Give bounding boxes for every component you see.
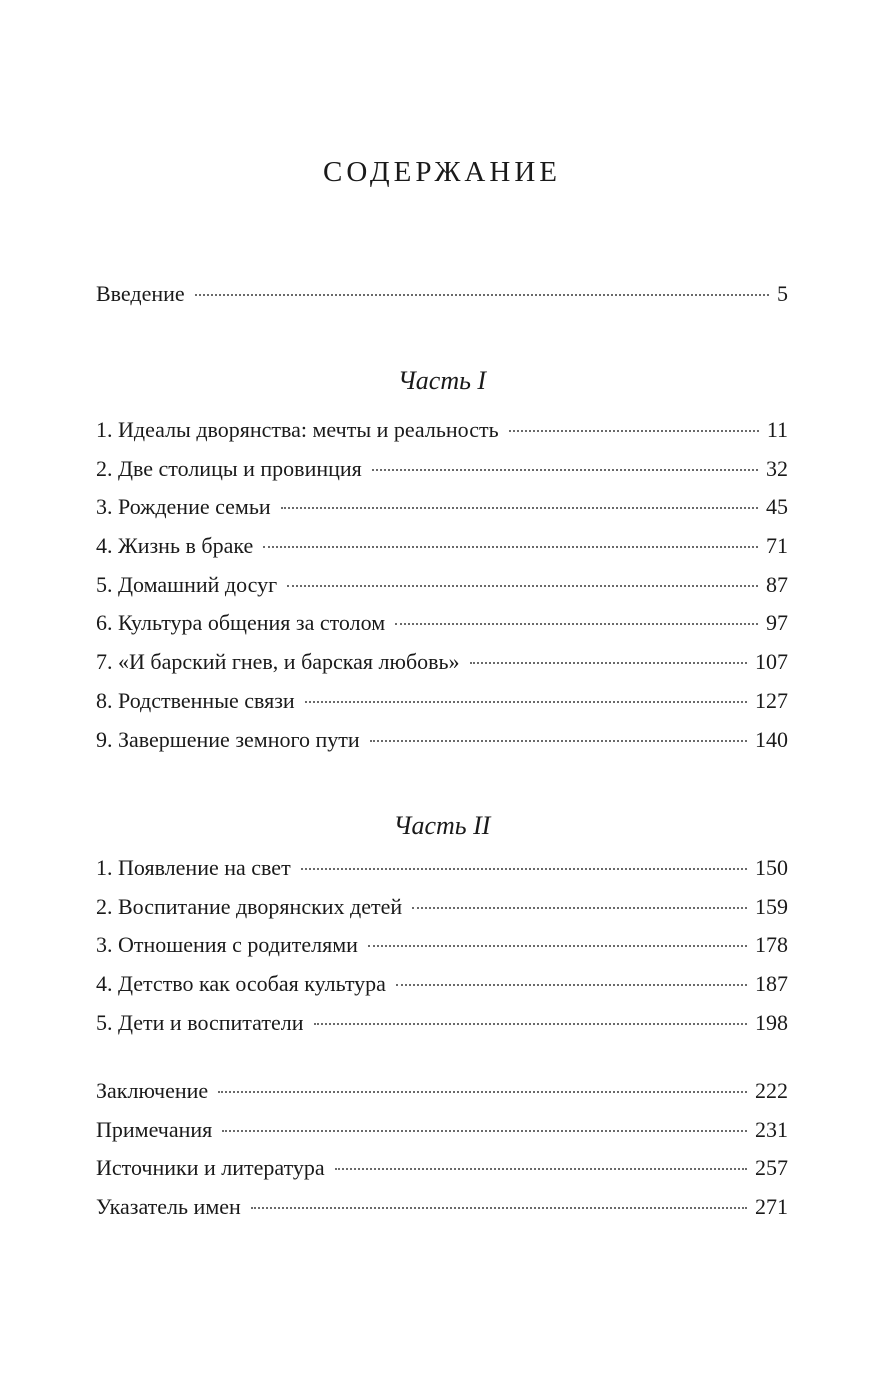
part-1-heading: Часть I <box>397 366 487 395</box>
toc-entry-page: 257 <box>755 1155 788 1181</box>
dot-leader <box>372 469 758 471</box>
toc-entry[interactable] <box>96 965 788 1004</box>
toc-entry-page: 71 <box>766 533 788 559</box>
toc-entry[interactable] <box>96 682 788 721</box>
toc-entry[interactable] <box>96 849 788 888</box>
toc-entry-title: Введение <box>96 281 185 306</box>
toc-entry-page: 231 <box>755 1116 788 1142</box>
dot-leader <box>395 623 758 625</box>
toc-entry-title: Заключение <box>96 1078 209 1103</box>
toc-entry-page: 107 <box>755 649 788 675</box>
toc-entry[interactable] <box>96 888 788 927</box>
part-2-list <box>96 849 788 1042</box>
toc-entry-title: 2. Воспитание дворянских детей <box>96 893 403 919</box>
toc-entry-intro[interactable] <box>96 275 788 314</box>
dot-leader <box>218 1091 747 1093</box>
toc-entry[interactable] <box>96 566 788 605</box>
toc-entry[interactable] <box>96 1149 788 1188</box>
toc-entry[interactable] <box>96 1111 788 1150</box>
dot-leader <box>301 868 747 870</box>
dot-leader <box>335 1168 747 1170</box>
toc-entry[interactable] <box>96 450 788 489</box>
dot-leader <box>281 507 758 509</box>
dot-leader <box>396 984 747 986</box>
toc-entry-page: 222 <box>755 1078 788 1103</box>
toc-entry-page: 32 <box>766 455 788 481</box>
toc-entry-page: 97 <box>766 610 788 636</box>
dot-leader <box>368 945 747 947</box>
toc-entry-page: 198 <box>755 1009 788 1035</box>
toc-entry[interactable] <box>96 488 788 527</box>
toc-entry-page: 150 <box>755 855 788 880</box>
toc-entry-title: Указатель имен <box>96 1194 241 1220</box>
toc-entry-page: 45 <box>766 494 788 520</box>
toc-entry-title: 5. Дети и воспитатели <box>96 1009 304 1035</box>
toc-entry-page: 5 <box>777 281 788 306</box>
dot-leader <box>222 1130 747 1132</box>
toc-entry[interactable] <box>96 721 788 760</box>
toc-entry-title: Примечания <box>96 1116 213 1142</box>
toc-entry[interactable] <box>96 643 788 682</box>
toc-entry-page: 271 <box>755 1194 788 1220</box>
toc-entry[interactable] <box>96 1004 788 1043</box>
toc-entry-title: 1. Появление на свет <box>96 855 291 880</box>
toc-entry[interactable] <box>96 1188 788 1227</box>
toc-entry-title: Источники и литература <box>96 1155 325 1181</box>
toc-entry-title: 3. Отношения с родителями <box>96 932 358 958</box>
part-1-list <box>96 411 788 759</box>
toc-entry[interactable] <box>96 411 788 450</box>
toc-entry-page: 127 <box>755 687 788 713</box>
dot-leader <box>470 662 747 664</box>
dot-leader <box>305 701 747 703</box>
dot-leader <box>251 1207 747 1209</box>
toc-entry[interactable] <box>96 527 788 566</box>
part-2-heading: Часть II <box>393 811 491 840</box>
toc-entry-title: 4. Жизнь в браке <box>96 533 254 559</box>
toc-entry-title: 4. Детство как особая культура <box>96 971 386 997</box>
dot-leader <box>287 585 758 587</box>
dot-leader <box>370 740 747 742</box>
toc-entry[interactable] <box>96 604 788 643</box>
page-title: СОДЕРЖАНИЕ <box>323 156 561 188</box>
toc-entry-title: 7. «И барский гнев, и барская любовь» <box>96 649 460 675</box>
dot-leader <box>195 294 769 296</box>
toc-entry-title: 3. Рождение семьи <box>96 494 271 520</box>
toc-entry-page: 11 <box>766 417 788 442</box>
toc-entry-page: 178 <box>755 932 788 958</box>
intro-list <box>96 275 788 314</box>
dot-leader <box>509 430 759 432</box>
toc-entry[interactable] <box>96 1072 788 1111</box>
toc-entry-page: 159 <box>755 893 788 919</box>
dot-leader <box>412 907 747 909</box>
toc-entry-page: 140 <box>755 726 788 752</box>
toc-entry-title: 9. Завершение земного пути <box>96 726 360 752</box>
toc-entry-title: 8. Родственные связи <box>96 687 295 713</box>
toc-entry-title: 2. Две столицы и провинция <box>96 455 362 481</box>
toc-entry-page: 87 <box>766 571 788 597</box>
toc-entry-title: 5. Домашний досуг <box>96 571 278 597</box>
dot-leader <box>314 1023 747 1025</box>
toc-entry-title: 6. Культура общения за столом <box>96 610 386 636</box>
toc-entry[interactable] <box>96 926 788 965</box>
toc-entry-page: 187 <box>755 971 788 997</box>
toc-entry-title: 1. Идеалы дворянства: мечты и реальность <box>96 417 499 442</box>
dot-leader <box>263 546 758 548</box>
back-matter-list <box>96 1072 788 1227</box>
